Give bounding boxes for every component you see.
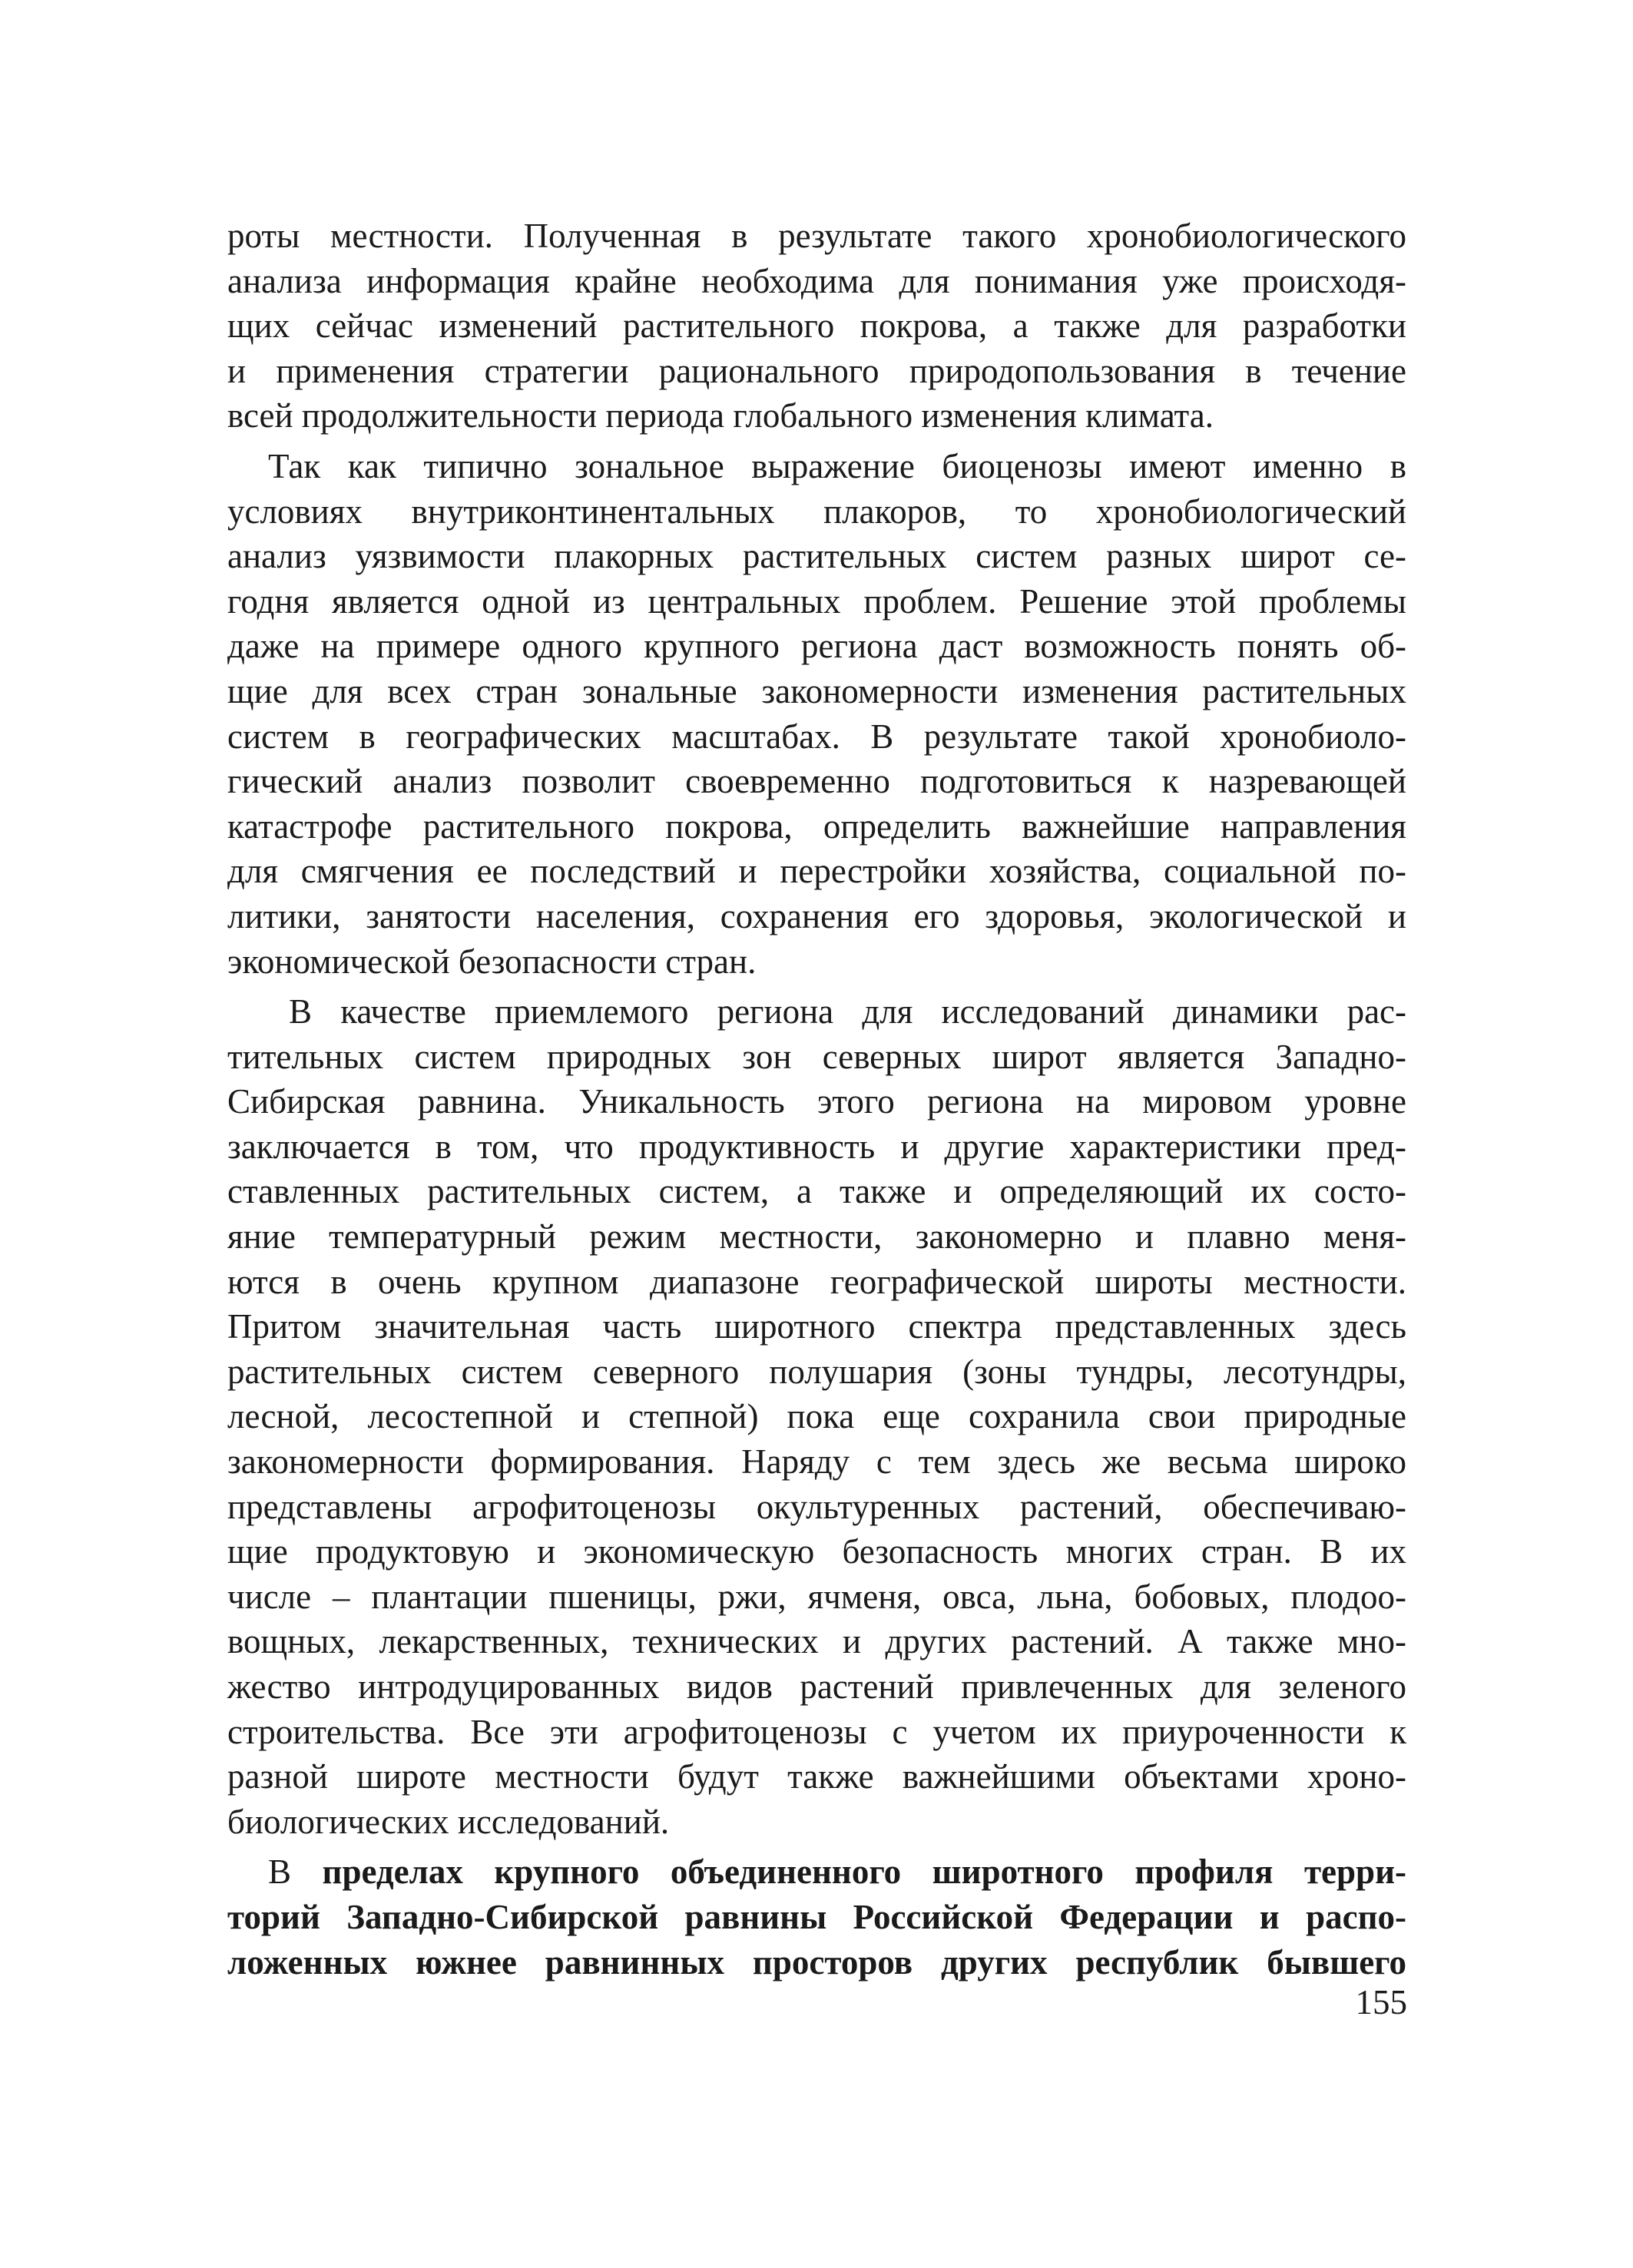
paragraph-3 [227, 989, 1406, 1844]
text-line: закономерности формирования. Наряду с тем здесь же весьма широко [227, 1442, 1406, 1482]
text-line: гический анализ позволит своевременно подготовиться к назревающей [227, 762, 1406, 801]
text-line: тительных систем природных зон северных широт является Западно- [227, 1037, 1406, 1076]
text-line [227, 1895, 1406, 1940]
text-line: растительных систем северного полушария (зоны тундры, лесотундры, [227, 1352, 1406, 1391]
bold-text: торий Западно-Сибирской равнины Российской Федерации и распо- [227, 1897, 1406, 1936]
text-line: лесной, лесостепной и степной) пока еще сохранила свои природные [227, 1397, 1406, 1436]
text-line: систем в географических масштабах. В результате такой хронобиоло- [227, 717, 1406, 756]
text-line: условиях внутриконтинентальных плакоров, то хронобиологический [227, 492, 1406, 531]
text-line: вощных, лекарственных, технических и других растений. А также мно- [227, 1622, 1406, 1661]
page-number: 155 [1355, 1983, 1407, 2021]
text-line: заключается в том, что продуктивность и другие характеристики пред- [227, 1127, 1406, 1166]
text-line: строительства. Все эти агрофитоценозы с учетом их приуроченности к [227, 1712, 1406, 1751]
text-line: щие продуктовую и экономическую безопасность многих стран. В их [227, 1532, 1406, 1571]
paragraph-2 [227, 444, 1406, 984]
text-line: для смягчения ее последствий и перестройки хозяйства, социальной по- [227, 852, 1406, 891]
paragraph-1 [227, 214, 1406, 439]
text-line: роты местности. Полученная в результате такого хронобиологического [227, 217, 1406, 255]
text-line: числе – плантации пшеницы, ржи, ячменя, овса, льна, бобовых, плодоо- [227, 1577, 1406, 1616]
text-line: и применения стратегии рационального природопользования в течение [227, 351, 1406, 390]
text-line: анализа информация крайне необходима для понимания уже происходя- [227, 261, 1406, 300]
page-body [227, 214, 1406, 1985]
text-line: щие для всех стран зональные закономерности изменения растительных [227, 671, 1406, 710]
bold-text: пределах крупного объединенного широтного профиля терри- [322, 1852, 1407, 1892]
text-line: Так как типично зональное выражение биоценозы имеют именно в [268, 446, 1406, 485]
text-line: катастрофе растительного покрова, определить важнейшие направления [227, 806, 1406, 846]
text-line: Притом значительная часть широтного спектра представленных здесь [227, 1307, 1406, 1346]
text-line: Сибирская равнина. Уникальность этого региона на мировом уровне [227, 1082, 1406, 1121]
text-line: литики, занятости населения, сохранения его здоровья, экологической и [227, 896, 1406, 935]
paragraph-4 [227, 1849, 1406, 1985]
text-line: разной широте местности будут также важнейшими объектами хроно- [227, 1757, 1406, 1796]
text-line: жество интродуцированных видов растений привлеченных для зеленого [227, 1667, 1406, 1706]
text-line [227, 1940, 1406, 1985]
text-line: экономической безопасности стран. [227, 942, 757, 981]
first-word: В [268, 1852, 292, 1892]
bold-text: ложенных южнее равнинных просторов других республик бывшего [227, 1942, 1406, 1982]
text-line: биологических исследований. [227, 1802, 670, 1841]
text-line: годня является одной из центральных проблем. Решение этой проблемы [227, 581, 1406, 621]
text-line: даже на примере одного крупного региона даст возможность понять об- [227, 627, 1406, 666]
text-line: анализ уязвимости плакорных растительных систем разных широт се- [227, 537, 1406, 576]
text-line: представлены агрофитоценозы окультуренных растений, обеспечиваю- [227, 1487, 1406, 1526]
text-line [227, 1849, 1406, 1895]
text-line: ставленных растительных систем, а также и определяющий их состо- [227, 1172, 1406, 1211]
text-line: яние температурный режим местности, закономерно и плавно меня- [227, 1217, 1406, 1257]
text-line: В качестве приемлемого региона для исследований динамики рас- [289, 992, 1406, 1031]
text-line: щих сейчас изменений растительного покрова, а также для разработки [227, 306, 1406, 346]
text-line: всей продолжительности периода глобального изменения климата. [227, 396, 1214, 435]
text-line: ются в очень крупном диапазоне географической широты местности. [227, 1262, 1406, 1301]
